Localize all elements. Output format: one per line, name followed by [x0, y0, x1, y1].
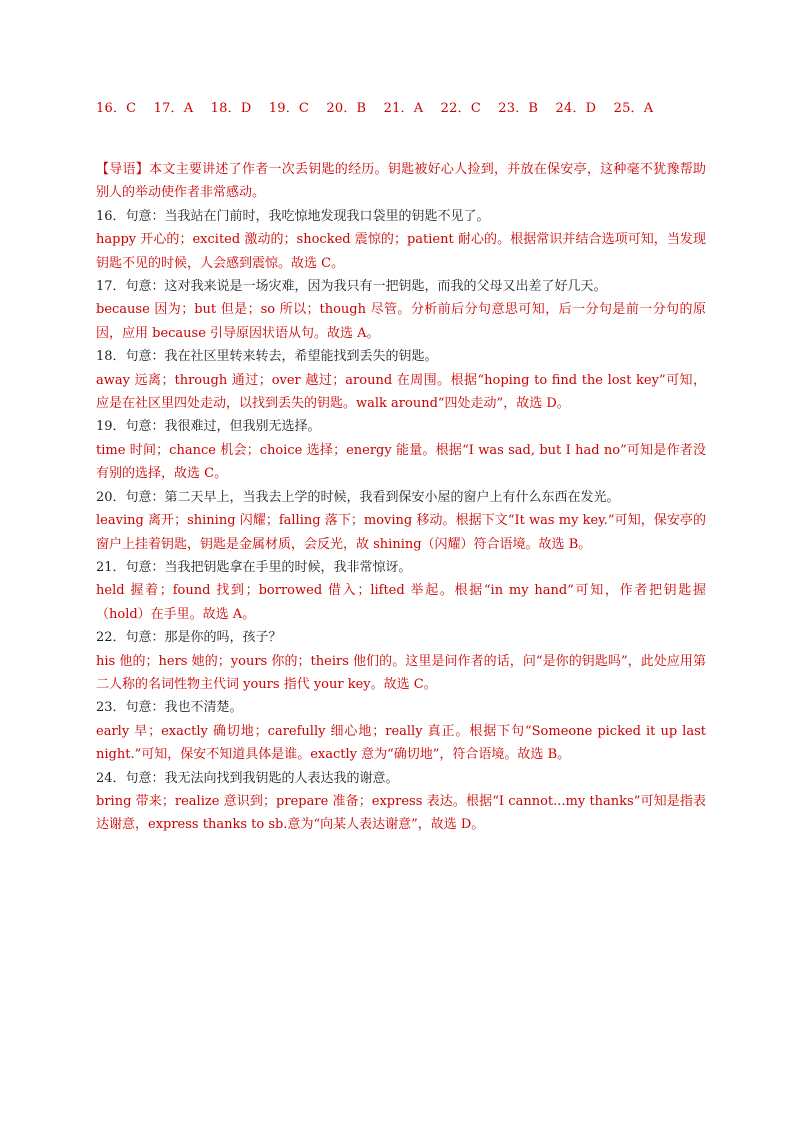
question-23-explanation: early 早；exactly 确切地；carefully 细心地；really 真正。根据下句“Someone picked it up last night.”可知，保安不知道具体是谁。exactly 意为“确切地”，符合语境。故选 B。: [96, 723, 706, 763]
question-19-explanation: time 时间；chance 机会；choice 选择；energy 能量。根据“I was sad, but I had no”可知是作者没有别的选择，故选 C。: [96, 442, 706, 482]
question-21-translation: 21．句意：当我把钥匙拿在手里的时候，我非常惊讶。: [96, 559, 412, 575]
question-20-explanation: leaving 离开；shining 闪耀；falling 落下；moving 移动。根据下文“It was my key.”可知，保安亭的窗户上挂着钥匙，钥匙是金属材质，会反光，故 shining（闪耀）符合语境。故选 B。: [96, 513, 706, 552]
question-21-explanation: held 握着；found 找到；borrowed 借入；lifted 举起。根据“in my hand”可知，作者把钥匙握（hold）在手里。故选 A。: [96, 583, 706, 622]
guide-paragraph: [96, 158, 706, 205]
question-16-explanation: happy 开心的；excited 激动的；shocked 震惊的；patient 耐心的。根据常识并结合选项可知，当发现钥匙不见的时候，人会感到震惊。故选 C。: [96, 232, 706, 271]
guide-tag: 【导语】: [96, 162, 150, 177]
question-23-translation: 23．句意：我也不清楚。: [96, 700, 243, 716]
answer-key-line: 16．C 17．A 18．D 19．C 20．B 21．A 22．C 23．B 24．D 25．A: [96, 101, 654, 116]
guide-text: 本文主要讲述了作者一次丢钥匙的经历。钥匙被好心人捡到，并放在保安亭，这种毫不犹豫帮助别人的举动使作者非常感动。: [96, 162, 706, 201]
question-20-translation: 20．句意：第二天早上，当我去上学的时候，我看到保安小屋的窗户上有什么东西在发光。: [96, 489, 620, 505]
question-19-translation: 19．句意：我很难过，但我别无选择。: [96, 419, 321, 435]
question-24-explanation: bring 带来；realize 意识到；prepare 准备；express 表达。根据“I cannot...my thanks”可知是指表达谢意，express thanks to sb.意为“向某人表达谢意”，故选 D。: [96, 793, 706, 833]
question-18-explanation: away 远离；through 通过；over 越过；around 在周围。根据“hoping to find the lost key”可知，应是在社区里四处走动，以找到丢失的钥匙。walk around“四处走动”，故选 D。: [96, 372, 706, 412]
question-24-translation: 24．句意：我无法向找到我钥匙的人表达我的谢意。: [96, 770, 399, 786]
question-18-translation: 18．句意：我在社区里转来转去，希望能找到丢失的钥匙。: [96, 349, 438, 365]
question-22-explanation: his 他的；hers 她的；yours 你的；theirs 他们的。这里是问作者的话，问“是你的钥匙吗”，此处应用第二人称的名词性物主代词 yours 指代 your key。故选 C。: [96, 653, 706, 692]
question-16-translation: 16．句意：当我站在门前时，我吃惊地发现我口袋里的钥匙不见了。: [96, 208, 490, 224]
question-17-translation: 17．句意：这对我来说是一场灾难，因为我只有一把钥匙，而我的父母又出差了好几天。: [96, 279, 607, 295]
question-17-explanation: because 因为；but 但是；so 所以；though 尽管。分析前后分句意思可知，后一分句是前一分句的原因，应用 because 引导原因状语从句。故选 A。: [96, 302, 706, 341]
explanations: [96, 158, 706, 837]
question-22-translation: 22．句意：那是你的吗，孩子？: [96, 630, 282, 646]
